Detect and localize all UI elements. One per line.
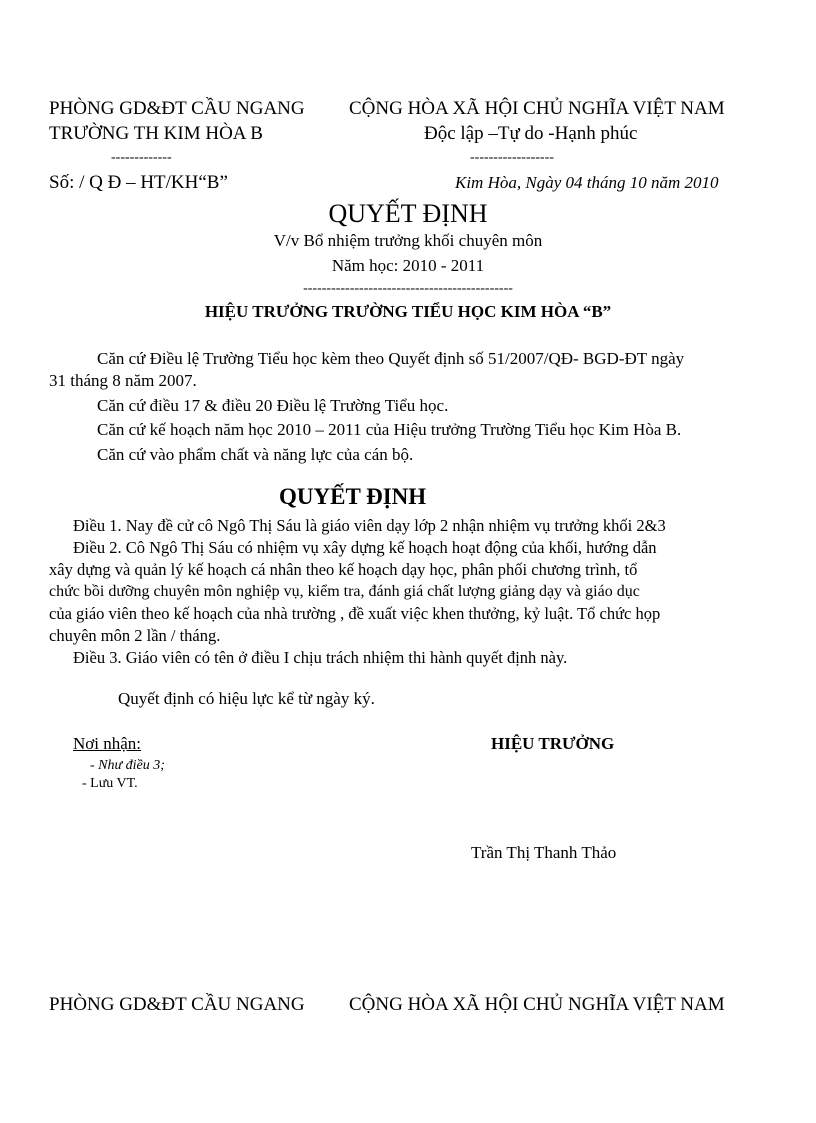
country-name: CỘNG HÒA XÃ HỘI CHỦ NGHĨA VIỆT NAM	[349, 98, 725, 119]
article-3: Điều 3. Giáo viên có tên ở điều I chịu trách nhiệm thi hành quyết định này.	[73, 648, 568, 667]
article-2-line-2: xây dựng và quản lý kế hoạch cá nhân theo kế hoạch dạy học, phân phối chương trình, tổ	[49, 560, 638, 579]
article-2-line-4: của giáo viên theo kế hoạch của nhà trường , đề xuất việc khen thưởng, kỷ luật. Tổ chức họp	[49, 604, 661, 623]
recipient-item: - Như điều 3;	[90, 758, 165, 773]
effective-clause: Quyết định có hiệu lực kể từ ngày ký.	[118, 689, 375, 708]
motto: Độc lập –Tự do -Hạnh phúc	[424, 123, 638, 144]
ground-2: Căn cứ điều 17 & điều 20 Điều lệ Trường Tiểu học.	[97, 396, 449, 415]
article-2-line-5: chuyên môn 2 lần / tháng.	[49, 626, 221, 645]
authority-heading: HIỆU TRƯỞNG TRƯỜNG TIỂU HỌC KIM HÒA “B”	[204, 302, 612, 321]
document-title: QUYẾT ĐỊNH	[328, 199, 488, 228]
ground-4: Căn cứ vào phẩm chất và năng lực của cán bộ.	[97, 445, 414, 464]
article-1: Điều 1. Nay đề cử cô Ngô Thị Sáu là giáo viên dạy lớp 2 nhận nhiệm vụ trưởng khối 2&3	[73, 516, 666, 535]
place-date: Kim Hòa, Ngày 04 tháng 10 năm 2010	[455, 173, 719, 192]
signer-name: Trần Thị Thanh Thảo	[471, 843, 617, 862]
recipient-item: - Lưu VT.	[82, 776, 138, 791]
document-number: Số: / Q Đ – HT/KH“B”	[49, 172, 228, 193]
article-2-line-1: Điều 2. Cô Ngô Thị Sáu có nhiệm vụ xây dựng kế hoạch hoạt động của khối, hướng dẫn	[73, 538, 657, 557]
ground-3: Căn cứ kế hoạch năm học 2010 – 2011 của Hiệu trưởng Trường Tiểu học Kim Hòa B.	[97, 420, 682, 439]
school-year: Năm học: 2010 - 2011	[331, 256, 485, 275]
school-name: TRƯỜNG TH KIM HÒA B	[49, 123, 263, 144]
ground-1: Căn cứ Điều lệ Trường Tiểu học kèm theo Quyết định số 51/2007/QĐ- BGD-ĐT ngày	[97, 349, 685, 368]
article-2-line-3: chức bồi dưỡng chuyên môn nghiệp vụ, kiểm tra, đánh giá chất lượng giảng dạy và giáo dục	[49, 583, 640, 600]
department-name: PHÒNG GD&ĐT CẦU NGANG	[49, 98, 305, 119]
title-divider: ---------------------------------------------	[303, 281, 513, 296]
document-subject: V/v Bổ nhiệm trưởng khối chuyên môn	[273, 231, 543, 250]
left-divider: -------------	[111, 150, 172, 165]
next-page-department: PHÒNG GD&ĐT CẦU NGANG	[49, 994, 305, 1015]
right-divider: ------------------	[470, 150, 554, 165]
next-page-country: CỘNG HÒA XÃ HỘI CHỦ NGHĨA VIỆT NAM	[349, 994, 725, 1015]
signer-title: HIỆU TRƯỞNG	[491, 734, 615, 753]
ground-1-continued: 31 tháng 8 năm 2007.	[49, 371, 197, 390]
decision-heading: QUYẾT ĐỊNH	[279, 484, 427, 509]
recipients-label: Nơi nhận:	[73, 734, 142, 753]
